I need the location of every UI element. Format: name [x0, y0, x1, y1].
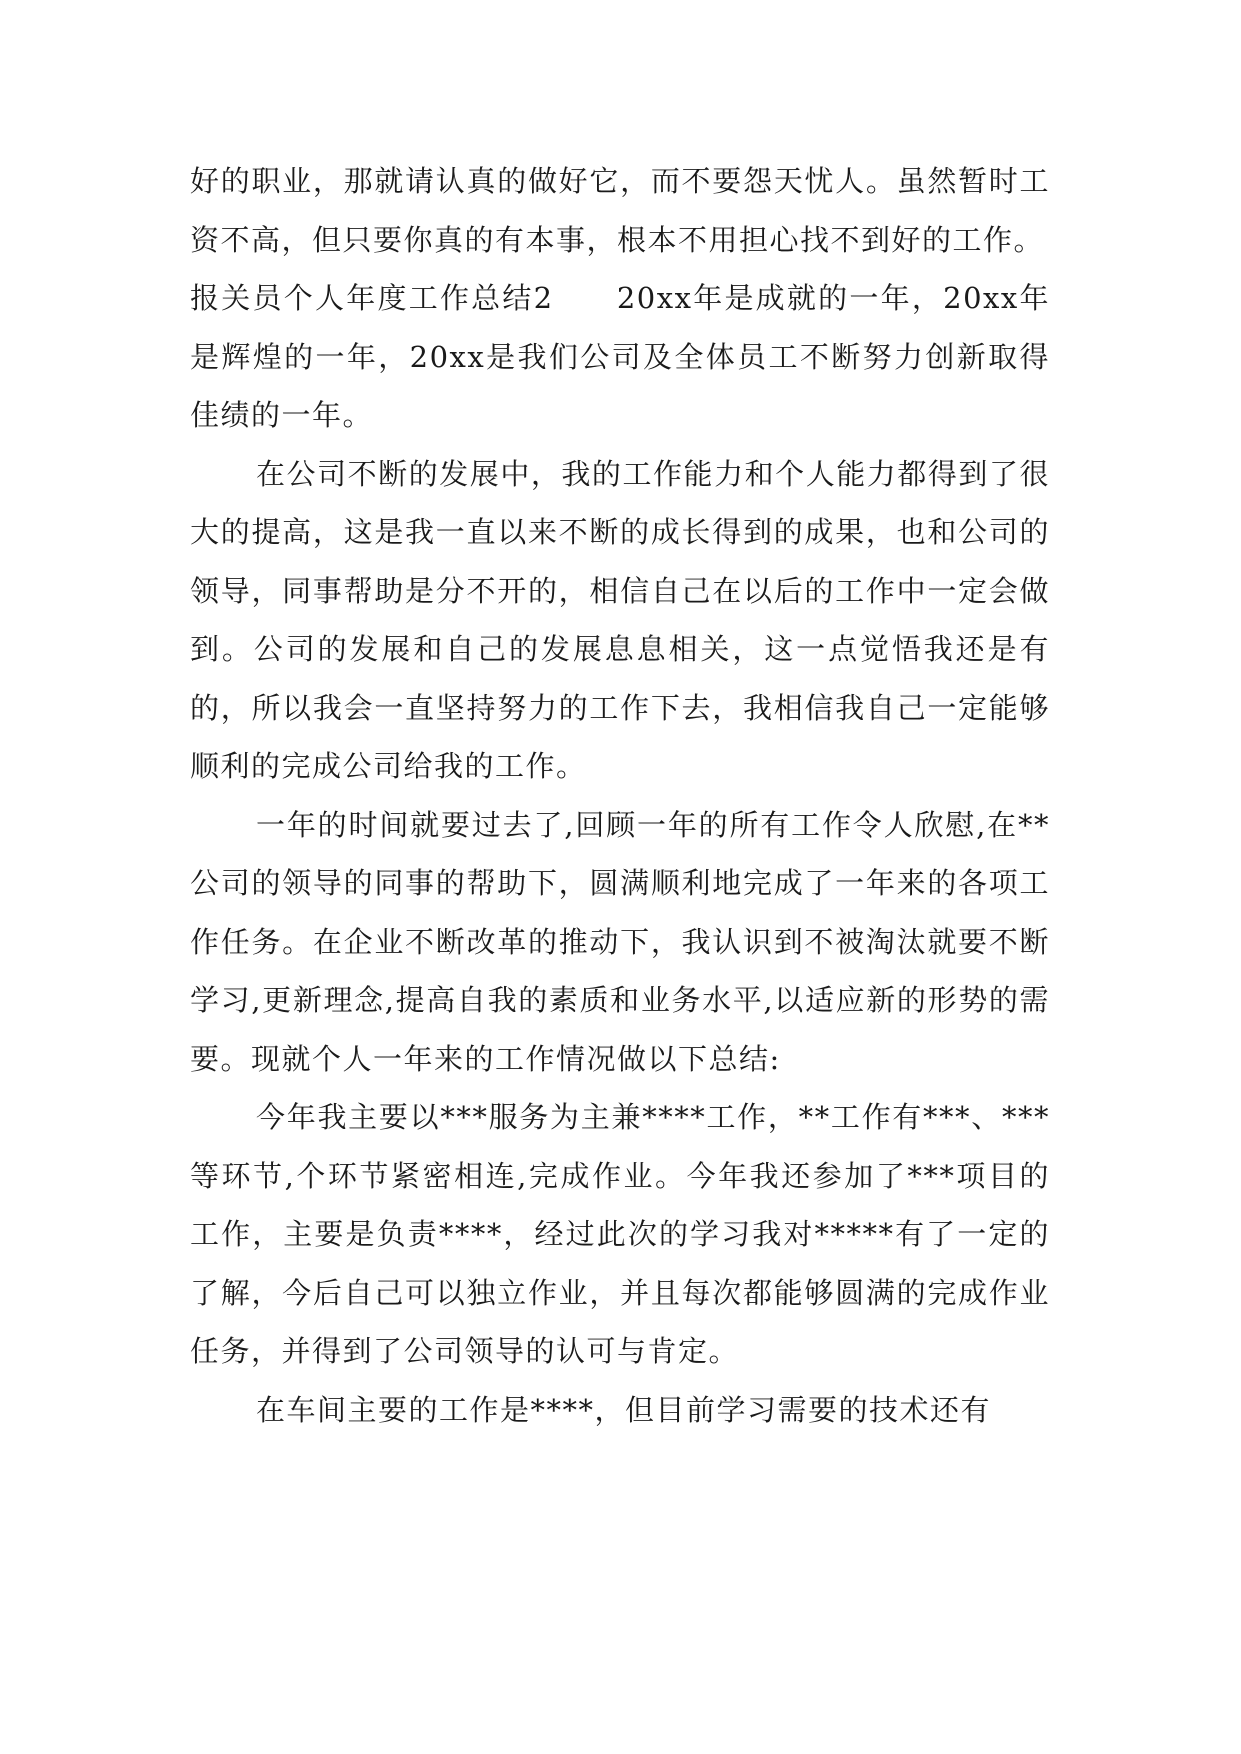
document-page [190, 152, 1050, 1439]
paragraph-workshop: 在车间主要的工作是****，但目前学习需要的技术还有 [256, 1392, 992, 1427]
paragraph-year-review: 一年的时间就要过去了,回顾一年的所有工作令人欣慰,在**公司的领导的同事的帮助下，圆满顺利地完成了一年来的各项工作任务。在企业不断改革的推动下，我认识到不被淘汰就要不断学习,更新理念,提高自我的素质和业务水平,以适应新的形势的需要。现就个人一年来的工作情况做以下总结: [190, 807, 1050, 1076]
paragraph-section-heading: 报关员个人年度工作总结2 20xx年是成就的一年，20xx年是辉煌的一年，20xx是我们公司及全体员工不断努力创新取得佳绩的一年。 [190, 281, 1050, 432]
paragraph-main-work: 今年我主要以***服务为主兼****工作，**工作有***、***等环节,个环节紧密相连,完成作业。今年我还参加了***项目的工作，主要是负责****，经过此次的学习我对*****有了一定的了解，今后自己可以独立作业，并且每次都能够圆满的完成作业任务，并得到了公司领导的认可与肯定。 [190, 1100, 1050, 1368]
paragraph-development: 在公司不断的发展中，我的工作能力和个人能力都得到了很大的提高，这是我一直以来不断的成长得到的成果，也和公司的领导，同事帮助是分不开的，相信自己在以后的工作中一定会做到。公司的发展和自己的发展息息相关，这一点觉悟我还是有的，所以我会一直坚持努力的工作下去，我相信我自己一定能够顺利的完成公司给我的工作。 [190, 456, 1050, 783]
paragraph-continuation: 好的职业，那就请认真的做好它，而不要怨天忧人。虽然暂时工资不高，但只要你真的有本事，根本不用担心找不到好的工作。 [190, 164, 1050, 257]
